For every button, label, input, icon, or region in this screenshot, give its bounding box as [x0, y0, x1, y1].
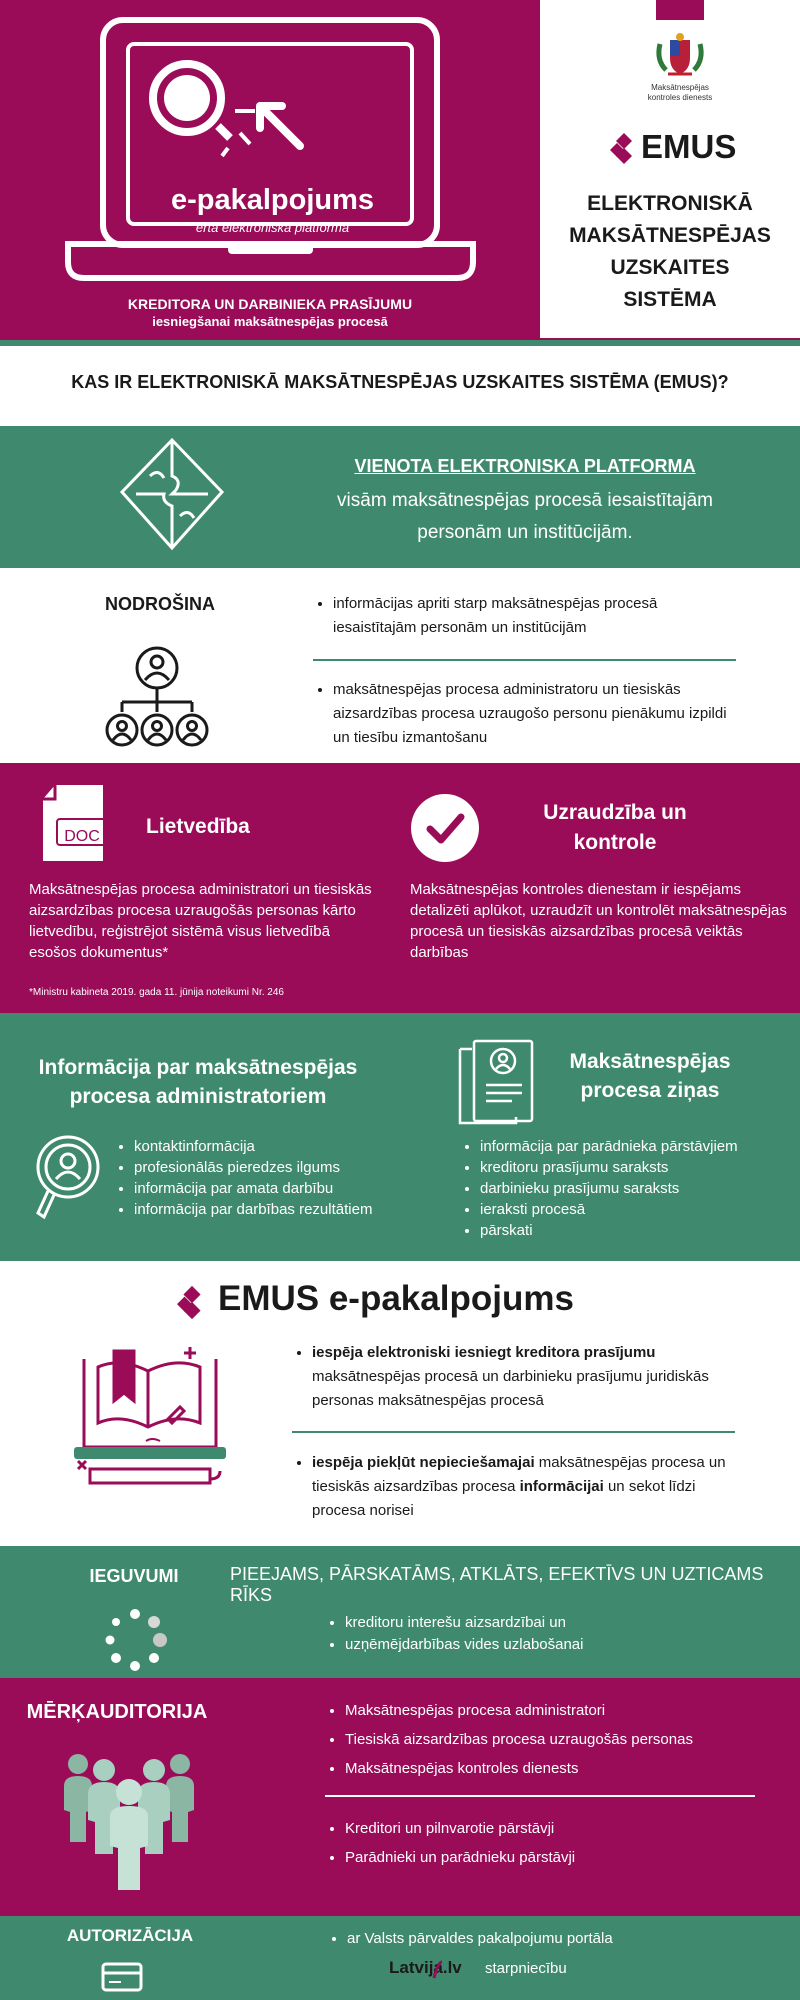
- audience-item: • Parādnieki un parādnieku pārstāvji: [345, 1843, 795, 1872]
- platform-title: VIENOTA ELEKTRONISKA PLATFORMA: [354, 456, 696, 476]
- info-section: [0, 1013, 800, 1261]
- system-title-line4: SISTĒMA: [623, 288, 717, 311]
- process-info-title-line2: procesa ziņas: [580, 1079, 720, 1102]
- admin-info-item: • informācija par darbības rezultātiem: [134, 1199, 414, 1220]
- eservice-section: [0, 1261, 800, 1546]
- supervision-title-line1: Uzraudzība un: [543, 801, 687, 824]
- system-title-line2: MAKSĀTNESPĒJAS: [569, 224, 771, 247]
- admin-info-title-line2: procesa administratoriem: [69, 1085, 327, 1108]
- eservice-item2-rest: un sekot līdzi procesa norisei: [312, 1478, 696, 1519]
- eservice-divider: [292, 1431, 735, 1433]
- admin-info-item: • informācija par amata darbību: [134, 1178, 414, 1199]
- audience-title: MĒRĶAUDITORIJA: [26, 1701, 208, 1723]
- benefits-item: • kreditoru interešu aizsardzībai un: [345, 1612, 765, 1634]
- document-icon-label: DOC: [64, 828, 100, 845]
- portal-logo-part2: ja.lv: [428, 1958, 462, 1977]
- profile-document-icon: [456, 1039, 536, 1131]
- process-info-item: • kreditoru prasījumu saraksts: [480, 1157, 790, 1178]
- ensures-divider: [313, 659, 736, 661]
- eservice-item-1: [292, 1341, 732, 1413]
- supervision-text: Maksātnespējas kontroles dienestam ir iespējams detalizēti aplūkot, uzraudzīt un kontrolēt maksātnespējas procesā un tiesiskās aizsardzības procesā veiktās darbības: [410, 881, 787, 961]
- service-subtitle: ērta elektroniska platforma: [195, 220, 350, 235]
- eservice-item1-rest: maksātnespējas procesā un darbinieku prasījumu juridiskās personas maksātnespējas procesā: [312, 1368, 709, 1409]
- card-icon: [101, 1962, 143, 1992]
- audience-item: • Kreditori un pilnvarotie pārstāvji: [345, 1814, 795, 1843]
- ensures-item-2: • maksātnespējas procesa administratoru un tiesiskās aizsardzības procesa uzraugošo personu pienākumu izpildi un tiesību izmantošanu: [313, 678, 743, 750]
- platform-section: [0, 426, 800, 568]
- coat-of-arms-icon: [652, 30, 708, 78]
- header-section: [0, 0, 800, 340]
- ensures-item-1: • informācijas apriti starp maksātnespējas procesā iesaistītajām personām un institūcijām: [313, 592, 743, 640]
- records-text: Maksātnespējas procesa administratori un tiesiskās aizsardzības procesa uzraugošās personas kārto lietvedību, reģistrējot sistēmā visus lietvedībā esošos dokumentus*: [29, 881, 372, 961]
- portal-logo[interactable]: [389, 1958, 462, 1978]
- benefits-list: [325, 1612, 765, 1656]
- benefits-section: [0, 1546, 800, 1678]
- emus-brand: EMUS: [641, 128, 737, 165]
- agency-line1: Maksātnespējas: [651, 83, 709, 92]
- platform-text-line1: visām maksātnespējas procesā iesaistītajām: [337, 490, 713, 511]
- process-info-item: • pārskati: [480, 1220, 790, 1241]
- emus-diamond-icon: [610, 131, 638, 165]
- auth-line1: • ar Valsts pārvaldes pakalpojumu portāla: [347, 1928, 777, 1950]
- eservice-title: EMUS e-pakalpojums: [218, 1279, 574, 1318]
- process-info-title: [545, 1047, 755, 1105]
- records-title: Lietvedība: [146, 815, 250, 838]
- question-section: [0, 346, 800, 426]
- org-chart-icon: [104, 646, 210, 748]
- benefits-item: • uzņēmējdarbības vides uzlabošanai: [345, 1634, 765, 1656]
- audience-group2: [325, 1814, 795, 1872]
- eservice-item2-mid: maksātnespējas procesa un tiesiskās aizsardzības procesa: [312, 1454, 726, 1495]
- eservice-item1-bold: iespēja elektroniski iesniegt kreditora prasījumu: [312, 1344, 656, 1361]
- system-title-line3: UZSKAITES: [610, 256, 730, 279]
- process-info-list: [460, 1136, 790, 1241]
- checkmark-icon: [410, 793, 480, 863]
- service-title: e-pakalpojums: [170, 184, 375, 216]
- benefits-tagline: PIEEJAMS, PĀRSKATĀMS, ATKLĀTS, EFEKTĪVS UN UZTICAMS RĪKS: [230, 1564, 764, 1605]
- eservice-item2-bold2: informācijai: [519, 1478, 604, 1495]
- group-people-icon: [58, 1750, 200, 1894]
- header-caption-line1: KREDITORA UN DARBINIEKA PRASĪJUMU: [127, 296, 413, 312]
- emus-diamond-icon: [177, 1283, 207, 1321]
- loading-icon: [100, 1606, 170, 1674]
- audience-section: [0, 1678, 800, 1916]
- records-supervision-section: [0, 763, 800, 1013]
- header-caption-line2: iesniegšanai maksātnespējas procesā: [152, 314, 388, 329]
- process-info-title-line1: Maksātnespējas: [569, 1050, 731, 1073]
- admin-info-item: • profesionālās pieredzes ilgums: [134, 1157, 414, 1178]
- process-info-item: • ieraksti procesā: [480, 1199, 790, 1220]
- system-title: [540, 188, 800, 316]
- process-info-item: • darbinieku prasījumu saraksts: [480, 1178, 790, 1199]
- puzzle-icon: [118, 436, 226, 552]
- supervision-title: [500, 798, 730, 858]
- auth-list: [327, 1928, 777, 1950]
- audience-divider: [325, 1795, 755, 1797]
- portal-logo-part1: Latvi: [389, 1958, 429, 1977]
- admin-info-list: [114, 1136, 414, 1220]
- auth-title: AUTORIZĀCIJA: [66, 1926, 194, 1945]
- benefits-title: IEGUVUMI: [89, 1566, 179, 1586]
- eservice-item-2: [292, 1451, 732, 1523]
- question-heading: KAS IR ELEKTRONISKĀ MAKSĀTNESPĒJAS UZSKAITES SISTĒMA (EMUS)?: [71, 372, 729, 392]
- admin-info-title: [18, 1053, 378, 1111]
- audience-item: • Tiesiskā aizsardzības procesa uzraugošās personas: [345, 1725, 795, 1754]
- system-title-line1: ELEKTRONISKĀ: [587, 192, 753, 215]
- search-person-icon: [32, 1133, 104, 1223]
- process-info-item: • informācija par parādnieka pārstāvjiem: [480, 1136, 790, 1157]
- audience-item: • Maksātnespējas kontroles dienests: [345, 1754, 795, 1783]
- audience-group1: [325, 1696, 795, 1783]
- admin-info-title-line1: Informācija par maksātnespējas: [38, 1056, 358, 1079]
- audience-item: • Maksātnespējas procesa administratori: [345, 1696, 795, 1725]
- emus-panel: [540, 0, 800, 338]
- platform-text-line2: personām un institūcijām.: [417, 522, 633, 543]
- ensures-section: [0, 568, 800, 763]
- agency-line2: kontroles dienests: [647, 93, 713, 102]
- eservice-item2-bold1: iespēja piekļūt nepieciešamajai: [312, 1454, 535, 1471]
- top-tab: [656, 0, 704, 20]
- document-icon: [41, 783, 111, 863]
- auth-line2: starpniecību: [485, 1960, 567, 1977]
- auth-section: [0, 1916, 800, 2000]
- records-footnote: *Ministru kabineta 2019. gada 11. jūnija noteikumi Nr. 246: [29, 987, 284, 998]
- supervision-title-line2: kontrole: [573, 831, 657, 854]
- magnifier-click-icon: [140, 56, 310, 186]
- ensures-title: NODROŠINA: [104, 594, 215, 614]
- laptop-book-icon: [70, 1343, 230, 1493]
- admin-info-item: • kontaktinformācija: [134, 1136, 414, 1157]
- portal-logo-mark-icon: [432, 1960, 444, 1980]
